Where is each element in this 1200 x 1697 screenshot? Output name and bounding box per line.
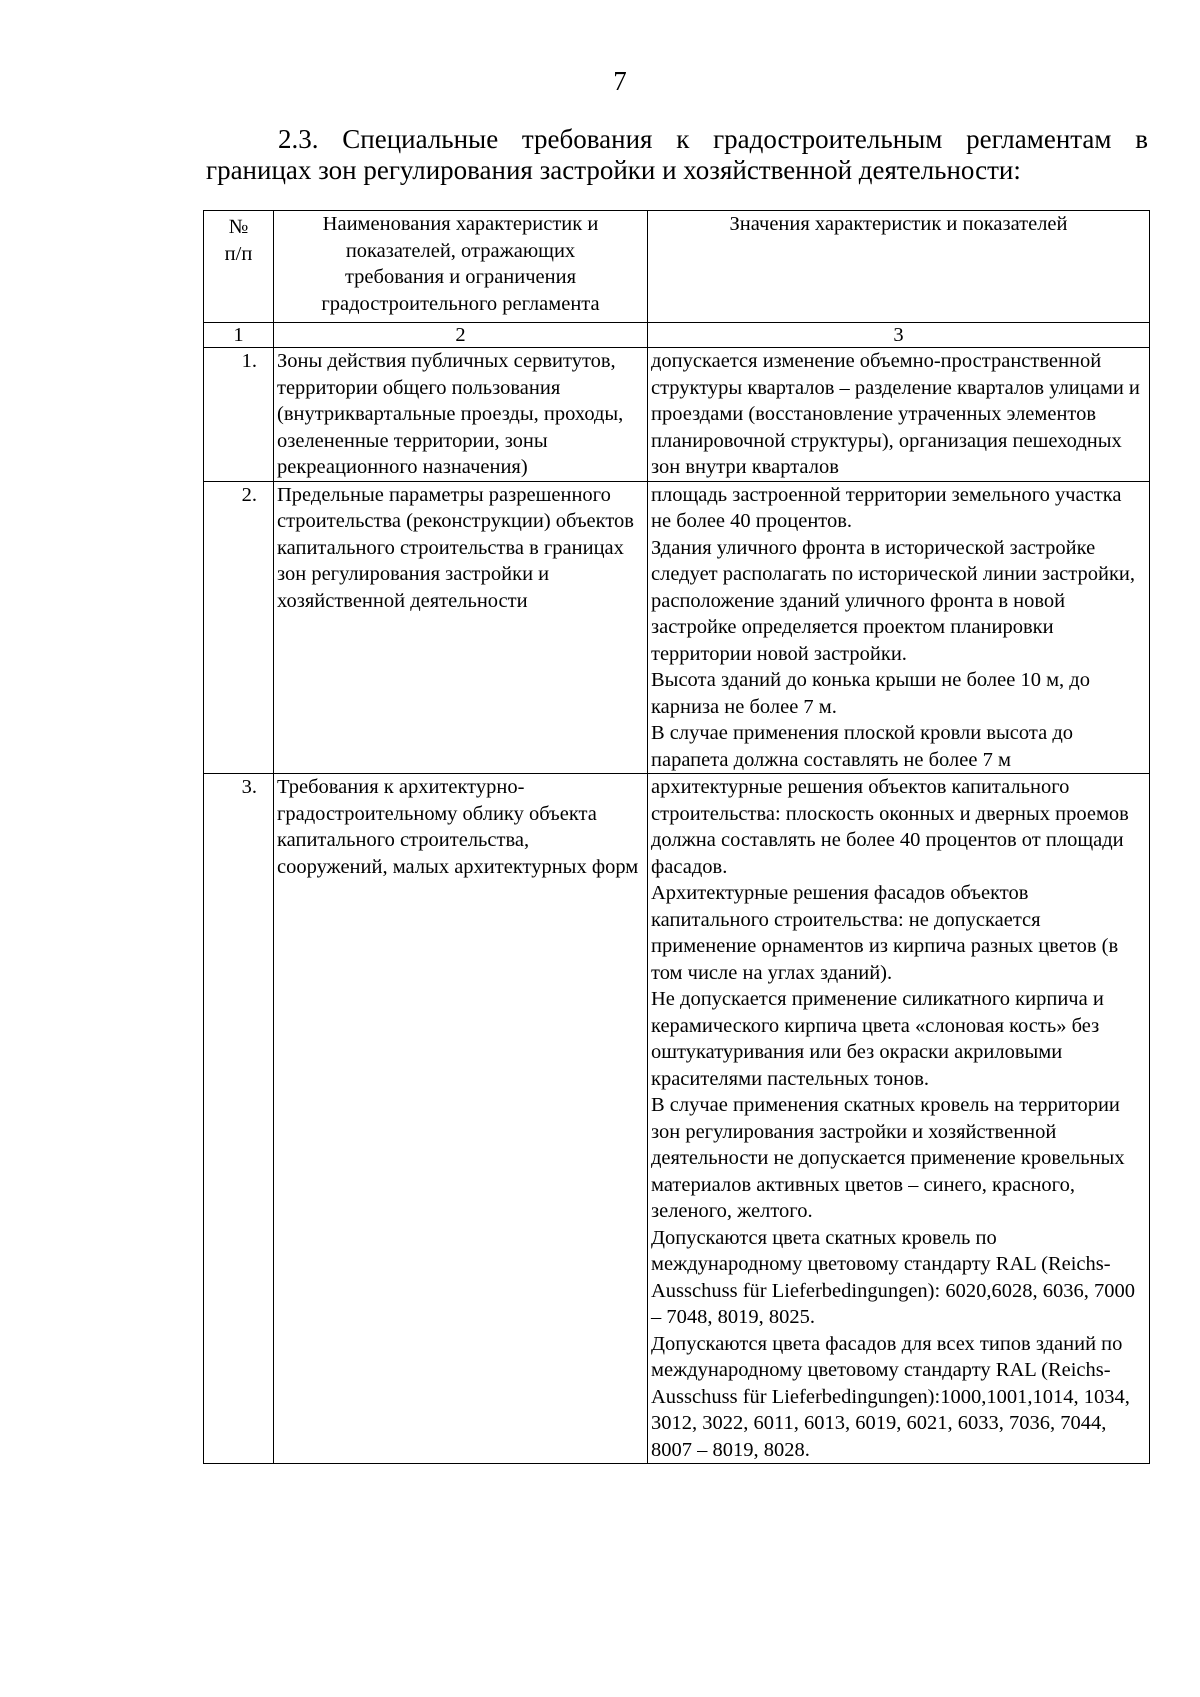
section-heading-line2: границах зон регулирования застройки и хозяйственной деятельности:: [206, 155, 1021, 185]
table-row: [204, 481, 1150, 774]
header-values-cell: Значения характеристик и показателей: [648, 211, 1150, 323]
table-header-row: [204, 211, 1150, 323]
value-paragraph: допускается изменение объемно-пространственной структуры кварталов – разделение кварталов улицами и проездами (восстановление утраченных элементов планировочной структуры), организация пешеходных зон внутри кварталов: [651, 350, 1140, 478]
value-paragraph: Архитектурные решения фасадов объектов капитального строительства: не допускается применение орнаментов из кирпича разных цветов (в том числе на углах зданий).: [651, 882, 1119, 984]
value-paragraph: Высота зданий до конька крыши не более 10 м, до карниза не более 7 м.: [651, 669, 1090, 718]
row-values: [648, 774, 1150, 1464]
row-number: 3.: [204, 774, 274, 1464]
section-heading-line1: 2.3. Специальные требования к градостроительным регламентам в: [278, 124, 1148, 154]
header-name-cell: Наименования характеристик и показателей, отражающих требования и ограничения градостроительного регламента: [274, 211, 648, 323]
column-number-cell: 2: [274, 323, 648, 348]
value-paragraph: Не допускается применение силикатного кирпича и керамического кирпича цвета «слоновая кость» без оштукатуривания или без окраски акриловыми красителями пастельных тонов.: [651, 988, 1104, 1090]
value-paragraph: В случае применения плоской кровли высота до парапета должна составлять не более 7 м: [651, 722, 1074, 771]
row-number: 1.: [204, 348, 274, 482]
row-number: 2.: [204, 481, 274, 774]
row-name: Требования к архитектурно-градостроительному облику объекта капитального строительства, сооружений, малых архитектурных форм: [274, 774, 648, 1464]
page-number: 7: [613, 66, 627, 96]
regulations-table: [203, 210, 1150, 1464]
value-paragraph: Здания уличного фронта в исторической застройке следует располагать по исторической линии застройки, расположение зданий уличного фронта в новой застройке определяется проектом планировки территории новой застройки.: [651, 536, 1136, 665]
value-paragraph: площадь застроенной территории земельного участка не более 40 процентов.: [651, 483, 1122, 532]
value-paragraph: Допускаются цвета скатных кровель по международному цветовому стандарту RAL (Reichs-Ausschuss für Lieferbedingungen): 6020,6028, 6036, 7000 – 7048, 8019, 8025.: [651, 1226, 1135, 1328]
column-number-row: [204, 323, 1150, 348]
value-paragraph: В случае применения скатных кровель на территории зон регулирования застройки и хозяйственной деятельности не допускается применение кровельных материалов активных цветов – синего, красного, зеленого, желтого.: [651, 1094, 1125, 1222]
value-paragraph: Допускаются цвета фасадов для всех типов зданий по международному цветовому стандарту RAL (Reichs-Ausschuss für Lieferbedingungen):1000,1001,1014, 1034, 3012, 3022, 6011, 6013, 6019, 6021, 6033, 7036, 7044, 8007 – 8019, 8028.: [651, 1332, 1130, 1461]
table-row: [204, 348, 1150, 482]
table-row: [204, 774, 1150, 1464]
row-values: [648, 348, 1150, 482]
row-name: Предельные параметры разрешенного строительства (реконструкции) объектов капитального строительства в границах зон регулирования застройки и хозяйственной деятельности: [274, 481, 648, 774]
header-number-cell: [204, 211, 274, 323]
column-number-cell: 1: [204, 323, 274, 348]
header-number-abbr: п/п: [224, 242, 253, 265]
header-number-sign: №: [228, 216, 249, 238]
section-heading: [206, 124, 1148, 186]
row-values: [648, 481, 1150, 774]
value-paragraph: архитектурные решения объектов капитального строительства: плоскость оконных и дверных проемов должна составлять не более 40 процентов от площади фасадов.: [651, 776, 1129, 878]
column-number-cell: 3: [648, 323, 1150, 348]
row-name: Зоны действия публичных сервитутов, территории общего пользования (внутриквартальные проезды, проходы, озелененные территории, зоны рекреационного назначения): [274, 348, 648, 482]
